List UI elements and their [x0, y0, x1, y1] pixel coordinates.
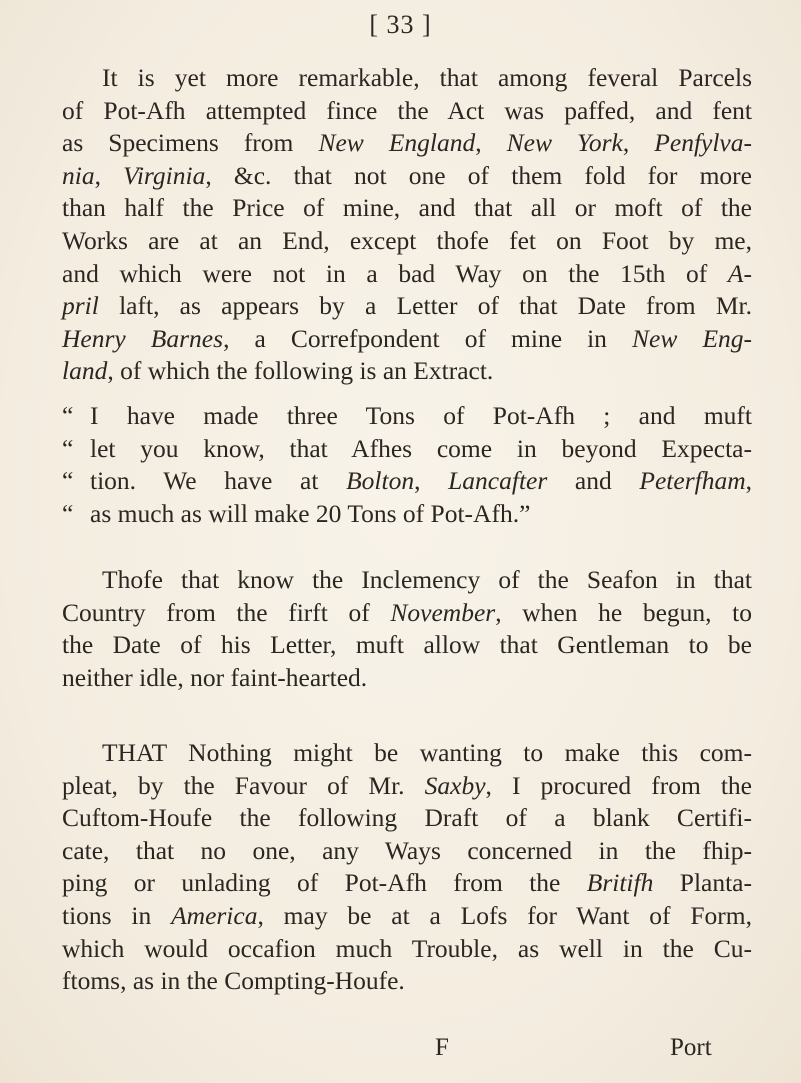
catchword: Port	[670, 1034, 712, 1061]
text-segment: laft, as appears by a Letter of that Date from Mr.	[98, 291, 752, 321]
text-segment: THAT Nothing might be wanting to make this com-	[102, 738, 752, 767]
text-segment: neither idle, nor faint-hearted.	[62, 662, 368, 692]
text-segment: ,	[94, 160, 124, 190]
signature-mark: F	[435, 1034, 449, 1061]
text-line	[62, 933, 752, 966]
text-segment: as much as will make 20 Tons of Pot-Afh.”	[90, 498, 531, 528]
italic-text: Penfylva-	[654, 128, 752, 158]
text-line	[62, 400, 752, 433]
text-line	[62, 355, 752, 388]
italic-text: Peterfham	[639, 466, 746, 496]
text-segment: which would occafion much Trouble, as well in the Cu-	[62, 933, 752, 963]
text-line	[62, 433, 752, 466]
text-segment: ,	[475, 128, 507, 158]
text-segment: , when he begun, to	[495, 597, 752, 627]
text-segment: and	[547, 466, 640, 496]
text-line	[62, 662, 752, 695]
quote-mark: “	[62, 498, 74, 528]
italic-text: land	[62, 356, 108, 386]
text-line	[62, 192, 752, 225]
text-segment: ,	[745, 466, 753, 496]
text-segment: , I procured from the	[485, 770, 752, 800]
text-segment: Cuftom-Houfe the following Draft of a blank Certifi-	[62, 803, 752, 833]
italic-text: November	[390, 597, 496, 627]
text-line	[62, 867, 752, 900]
text-segment: Planta-	[653, 868, 752, 898]
italic-text: Virginia	[123, 160, 206, 190]
italic-text: nia	[62, 160, 95, 190]
text-line	[62, 290, 752, 323]
text-line	[62, 127, 752, 160]
text-line	[62, 498, 752, 531]
text-segment: It is yet more remarkable, that among feveral Parcels	[102, 63, 752, 92]
text-line	[62, 62, 752, 95]
text-segment: pleat, by the Favour of Mr.	[62, 770, 425, 800]
italic-text: New Eng-	[632, 323, 753, 353]
text-line	[62, 770, 752, 803]
text-segment: I have made three Tons of Pot-Afh ; and muft	[90, 401, 752, 430]
italic-text: Britifh	[586, 868, 654, 898]
text-line	[62, 900, 752, 933]
text-line	[62, 835, 752, 868]
text-segment: tion. We have at	[90, 466, 347, 496]
page-number: [ 33 ]	[369, 10, 432, 39]
text-line	[62, 802, 752, 835]
text-segment: of Pot-Afh attempted fince the Act was paffed, and fent	[62, 95, 752, 125]
italic-text: Bolton	[346, 466, 415, 496]
text-segment: , a Correfpondent of mine in	[223, 323, 633, 353]
text-segment: Thofe that know the Inclemency of the Seafon in that	[102, 565, 752, 594]
text-line	[62, 737, 752, 770]
text-line	[62, 160, 752, 193]
text-line	[62, 465, 752, 498]
text-line	[62, 629, 752, 662]
text-line	[62, 965, 752, 998]
text-line	[62, 95, 752, 128]
italic-text: Saxby	[424, 770, 486, 800]
text-segment: tions in	[62, 900, 172, 930]
text-segment: ,	[622, 128, 655, 158]
text-segment: Country from the firft of	[62, 597, 391, 627]
italic-text: New York	[506, 128, 623, 158]
text-segment: and which were not in a bad Way on the 15th of	[62, 258, 728, 288]
text-segment: , &c. that not one of them fold for more	[205, 160, 752, 190]
italic-text: A-	[727, 258, 752, 288]
quote-mark: “	[62, 466, 74, 496]
text-segment: , of which the following is an Extract.	[107, 356, 494, 386]
text-line	[62, 323, 752, 356]
text-segment: ping or unlading of Pot-Afh from the	[62, 868, 587, 898]
quote-mark: “	[62, 433, 74, 463]
text-segment: the Date of his Letter, muft allow that Gentleman to be	[62, 630, 752, 660]
italic-text: Lancafter	[448, 466, 548, 496]
text-line	[62, 564, 752, 597]
paragraph-1	[62, 62, 752, 388]
text-segment: , may be at a Lofs for Want of Form,	[257, 900, 752, 930]
text-line	[62, 597, 752, 630]
text-segment: ftoms, as in the Compting-Houfe.	[62, 966, 405, 996]
italic-text: pril	[62, 291, 99, 321]
text-segment: Works are at an End, except thofe fet on Foot by me,	[62, 225, 752, 255]
text-line	[62, 258, 752, 291]
italic-text: America	[171, 900, 258, 930]
text-line	[62, 225, 752, 258]
quote-mark: “	[62, 401, 74, 430]
text-segment: ,	[414, 466, 449, 496]
text-segment: let you know, that Afhes come in beyond Expecta-	[90, 433, 752, 463]
text-segment: as Specimens from	[62, 128, 319, 158]
italic-text: Henry Barnes	[62, 323, 224, 353]
text-segment: cate, that no one, any Ways concerned in the fhip-	[62, 835, 752, 865]
text-segment: than half the Price of mine, and that all or moft of the	[62, 193, 752, 223]
quoted-extract	[62, 400, 752, 530]
paragraph-2	[62, 564, 752, 694]
italic-text: New England	[318, 128, 476, 158]
paragraph-3	[62, 737, 752, 998]
